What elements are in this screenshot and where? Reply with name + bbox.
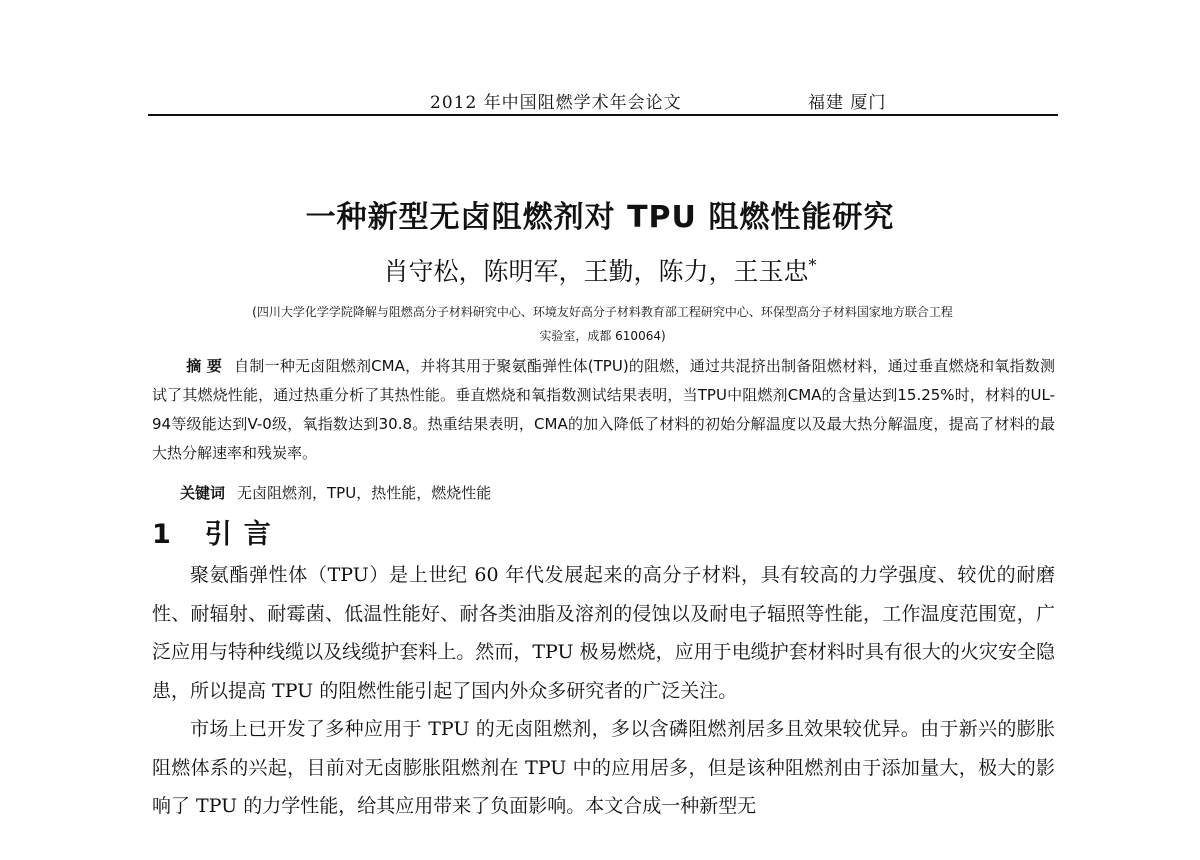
keywords [180, 482, 491, 503]
author-list [0, 252, 1200, 288]
section-title: 引言 [204, 519, 283, 550]
body-paragraph: 市场上已开发了多种应用于 TPU 的无卤阻燃剂，多以含磷阻燃剂居多且效果较优异。由于新兴的膨胀阻燃体系的兴起，目前对无卤膨胀阻燃剂在 TPU 中的应用居多，但是该种阻燃剂由于添加量大，极大的影响了 TPU 的力学性能，给其应用带来了负面影响。本文合成一种新型无 [152, 718, 1055, 817]
running-header [430, 88, 887, 113]
affiliation-line-2: 实验室，成都 610064) [539, 329, 666, 343]
affiliation-line-1: (四川大学化学学院降解与阻燃高分子材料研究中心、环境友好高分子材料教育部工程研究中心、环保型高分子材料国家地方联合工程 [252, 305, 953, 319]
abstract [152, 352, 1055, 468]
conference-location: 福建 厦门 [808, 93, 887, 113]
keywords-text: 无卤阻燃剂，TPU，热性能，燃烧性能 [237, 484, 492, 502]
paper-title: 一种新型无卤阻燃剂对 TPU 阻燃性能研究 [305, 200, 895, 235]
corresponding-author-mark: * [808, 255, 817, 275]
keywords-label: 关键词 [180, 484, 226, 502]
header-rule [148, 114, 1058, 116]
body-paragraph: 聚氨酯弹性体（TPU）是上世纪 60 年代发展起来的高分子材料，具有较高的力学强度、较优的耐磨性、耐辐射、耐霉菌、低温性能好、耐各类油脂及溶剂的侵蚀以及耐电子辐照等性能，工作温度范围宽，广泛应用与特种线缆以及线缆护套料上。然而，TPU 极易燃烧，应用于电缆护套材料时具有很大的火灾安全隐患，所以提高 TPU 的阻燃性能引起了国内外众多研究者的广泛关注。 [152, 564, 1055, 702]
abstract-text: 自制一种无卤阻燃剂CMA，并将其用于聚氨酯弹性体(TPU)的阻燃，通过共混挤出制备阻燃材料，通过垂直燃烧和氧指数测试了其燃烧性能，通过热重分析了其热性能。垂直燃烧和氧指数测试结果表明，当TPU中阻燃剂CMA的含量达到15.25%时，材料的UL-94等级能达到V-0级，氧指数达到30.8。热重结果表明，CMA的加入降低了材料的初始分解温度以及最大热分解温度，提高了材料的最大热分解速率和残炭率。 [152, 357, 1055, 462]
affiliation [150, 300, 1055, 348]
abstract-label: 摘 要 [186, 357, 223, 375]
section-heading [152, 512, 283, 551]
section-body [152, 556, 1055, 826]
author-names: 肖守松，陈明军，王勤，陈力，王玉忠 [383, 257, 809, 286]
conference-name: 2012 年中国阻燃学术年会论文 [430, 93, 682, 113]
section-number: 1 [152, 519, 171, 550]
